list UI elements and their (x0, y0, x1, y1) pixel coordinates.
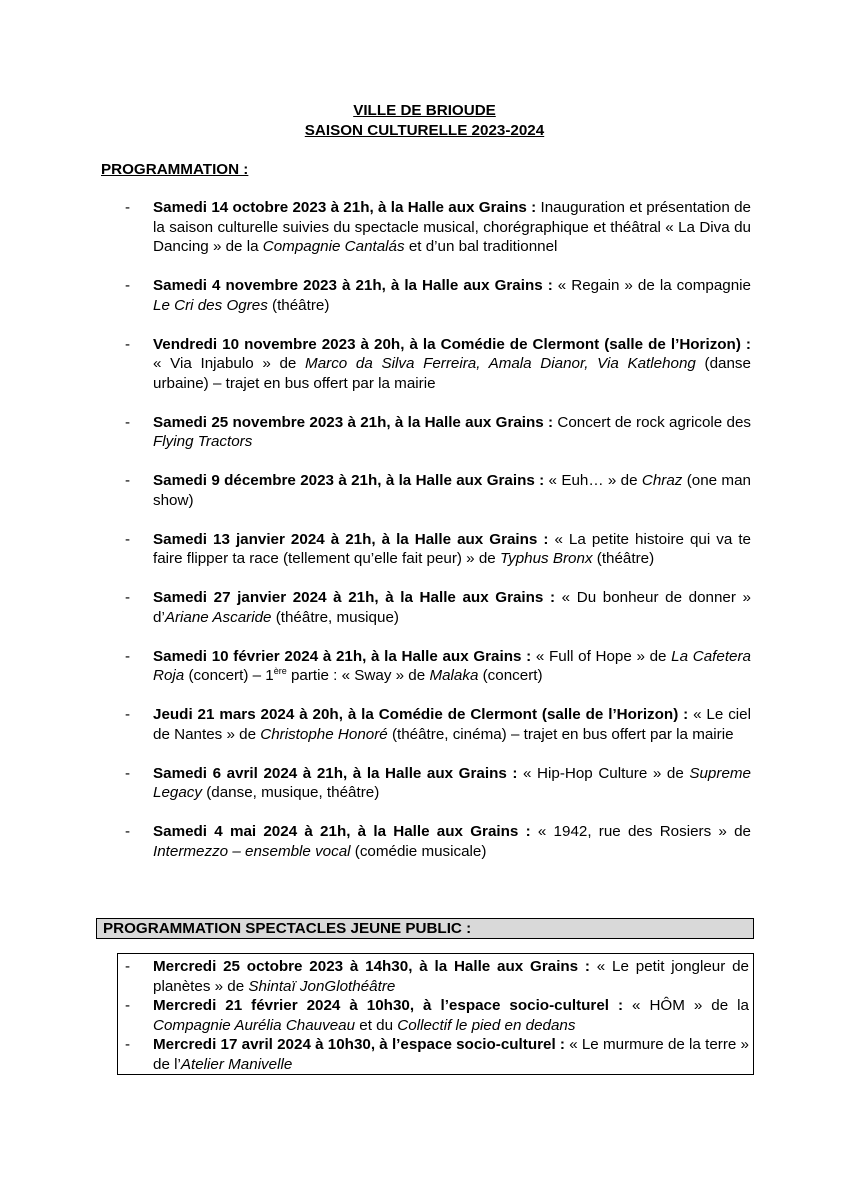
event-description: (comédie musicale) (350, 842, 487, 860)
bullet-dash: - (125, 335, 131, 353)
bullet-dash: - (125, 589, 131, 606)
event-date: Mercredi 17 avril 2024 à 10h30, à l’espace socio-culturel : (153, 1036, 565, 1053)
event-text (153, 335, 751, 394)
event-item (101, 413, 751, 452)
event-date: Samedi 14 octobre 2023 à 21h, à la Halle aux Grains : (153, 199, 537, 216)
event-item (101, 588, 751, 627)
event-text (153, 647, 751, 686)
event-text (153, 471, 751, 510)
event-description: « La petite histoire qui va te faire flipper ta race (tellement qu’elle fait peur) » de (153, 530, 751, 567)
event-description: (danse, musique, théâtre) (201, 784, 380, 801)
event-date: Samedi 6 avril 2024 à 21h, à la Halle aux Grains : (153, 764, 518, 782)
event-date: Samedi 13 janvier 2024 à 21h, à la Halle aux Grains : (153, 530, 549, 548)
event-superscript: ère (273, 666, 287, 676)
event-description: (théâtre) (592, 550, 655, 567)
event-artist: Malaka (429, 667, 479, 684)
event-artist: Intermezzo – ensemble vocal (153, 842, 351, 860)
bullet-dash: - (125, 1036, 131, 1053)
event-date: Samedi 10 février 2024 à 21h, à la Halle aux Grains : (153, 647, 532, 665)
event-description: (one man show) (153, 472, 751, 509)
bullet-dash: - (125, 199, 131, 216)
event-text (153, 276, 751, 315)
event-text (153, 705, 751, 744)
event-text (153, 1035, 749, 1074)
event-text (153, 198, 751, 257)
event-description: Inauguration et présentation de la saison culturelle suivies du spectacle musical, chorégraphique et théâtral « La Diva du Dancing » de la (153, 199, 751, 255)
document-title: VILLE DE BRIOUDE (353, 102, 496, 119)
event-description: (théâtre) (267, 296, 330, 314)
programmation-list (101, 198, 751, 881)
event-description: « Le petit jongleur de planètes » de (153, 958, 749, 995)
jeune-public-item (118, 996, 749, 1035)
bullet-dash: - (125, 706, 131, 723)
event-item (101, 335, 751, 394)
event-text (153, 413, 751, 452)
event-artist: Le Cri des Ogres (153, 296, 268, 314)
event-item (101, 705, 751, 744)
event-item (101, 647, 751, 686)
event-item (101, 530, 751, 569)
event-description: « 1942, rue des Rosiers » de (530, 823, 751, 840)
event-text (153, 822, 751, 861)
event-date: Jeudi 21 mars 2024 à 20h, à la Comédie de Clermont (salle de l’Horizon) : (153, 706, 689, 723)
event-description: « Euh… » de (544, 472, 642, 489)
programmation-heading: PROGRAMMATION : (101, 161, 249, 178)
event-date: Samedi 4 novembre 2023 à 21h, à la Halle aux Grains : (153, 277, 553, 294)
event-artist: Collectif le pied en dedans (397, 1016, 576, 1034)
event-artist: Compagnie Aurélia Chauveau (153, 1016, 356, 1034)
jeune-public-heading-box (96, 918, 754, 939)
event-artist: Ariane Ascaride (164, 608, 272, 626)
event-description: (danse urbaine) – trajet en bus offert par la mairie (153, 355, 751, 392)
event-artist: Flying Tractors (153, 433, 253, 450)
event-description: (concert) (478, 667, 543, 684)
event-text (153, 530, 751, 569)
jeune-public-list (117, 953, 754, 1075)
event-artist: Compagnie Cantalás (262, 238, 405, 255)
event-description: « Du bonheur de donner » d’ (153, 589, 751, 626)
event-description: partie : « Sway » de (286, 667, 430, 684)
event-text (153, 588, 751, 627)
event-description: « Full of Hope » de (531, 647, 672, 665)
event-artist: La Cafetera Roja (153, 647, 751, 684)
event-text (153, 957, 749, 996)
event-artist: Chraz (641, 472, 683, 489)
event-date: Mercredi 25 octobre 2023 à 14h30, à la Halle aux Grains : (153, 958, 590, 975)
event-description: « Regain » de la compagnie (552, 277, 751, 294)
jeune-public-item (118, 957, 749, 996)
jeune-public-item (118, 1035, 749, 1074)
bullet-dash: - (125, 472, 131, 489)
event-description: Concert de rock agricole des (553, 413, 751, 431)
event-item (101, 471, 751, 510)
event-artist: Christophe Honoré (260, 725, 388, 743)
event-date: Samedi 27 janvier 2024 à 21h, à la Halle aux Grains : (153, 589, 556, 606)
event-description: et d’un bal traditionnel (404, 238, 558, 255)
bullet-dash: - (125, 413, 131, 431)
bullet-dash: - (125, 958, 131, 975)
jeune-public-heading: PROGRAMMATION SPECTACLES JEUNE PUBLIC : (103, 920, 472, 937)
event-date: Samedi 4 mai 2024 à 21h, à la Halle aux Grains : (153, 823, 531, 840)
bullet-dash: - (125, 823, 131, 840)
event-item (101, 822, 751, 861)
bullet-dash: - (125, 277, 131, 294)
event-date: Vendredi 10 novembre 2023 à 20h, à la Comédie de Clermont (salle de l’Horizon) : (153, 335, 751, 353)
bullet-dash: - (125, 647, 131, 665)
event-artist: Marco da Silva Ferreira, Amala Dianor, Via Katlehong (305, 355, 696, 372)
event-text (153, 996, 749, 1035)
event-date: Samedi 25 novembre 2023 à 21h, à la Halle aux Grains : (153, 413, 554, 431)
event-item (101, 198, 751, 257)
event-description: « Hip-Hop Culture » de (517, 764, 690, 782)
bullet-dash: - (125, 764, 131, 782)
event-artist: Atelier Manivelle (180, 1055, 293, 1073)
event-description: « HÔM » de la (623, 997, 750, 1014)
event-date: Samedi 9 décembre 2023 à 21h, à la Halle aux Grains : (153, 472, 545, 489)
event-description: « Via Injabulo » de (153, 355, 306, 372)
event-artist: Supreme Legacy (153, 764, 751, 801)
event-description: « Le ciel de Nantes » de (153, 706, 751, 743)
bullet-dash: - (125, 997, 131, 1014)
event-item (101, 764, 751, 803)
event-artist: Typhus Bronx (499, 550, 593, 567)
event-date: Mercredi 21 février 2024 à 10h30, à l’espace socio-culturel : (153, 997, 624, 1014)
event-description: (théâtre, musique) (271, 608, 399, 626)
event-description: et du (355, 1016, 398, 1034)
event-artist: Shintaï JonGlothéâtre (248, 977, 396, 995)
event-description: « Le murmure de la terre » de l’ (153, 1036, 749, 1073)
event-text (153, 764, 751, 803)
bullet-dash: - (125, 530, 131, 548)
event-description: (concert) – 1 (184, 667, 274, 684)
season-title: SAISON CULTURELLE 2023-2024 (304, 122, 545, 139)
event-item (101, 276, 751, 315)
event-description: (théâtre, cinéma) – trajet en bus offert par la mairie (387, 725, 734, 743)
